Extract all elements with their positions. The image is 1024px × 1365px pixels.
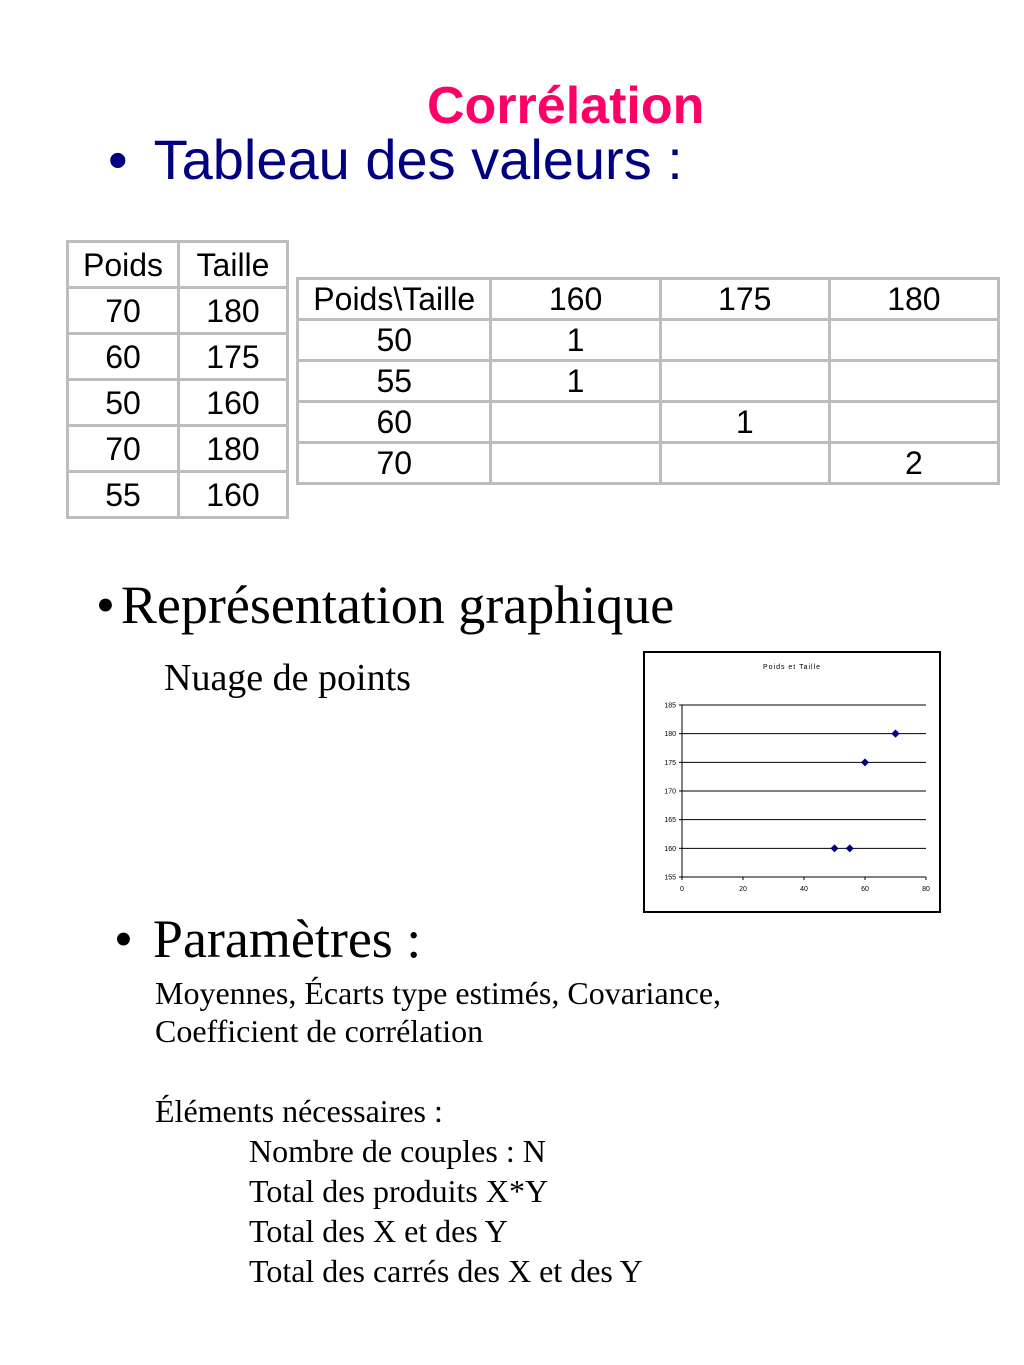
table-header-row: [68, 242, 288, 288]
section-table-heading: [108, 128, 683, 192]
y-tick-label: 175: [664, 759, 676, 767]
scatter-subheading: Nuage de points: [164, 657, 411, 699]
table-cell: [491, 402, 660, 443]
element-item: Nombre de couples : N: [249, 1133, 546, 1169]
table-cell: 60: [298, 402, 491, 443]
table-row: [298, 443, 999, 484]
elements-heading: Éléments nécessaires :: [155, 1093, 443, 1129]
table-cell: 70: [298, 443, 491, 484]
y-tick-label: 170: [664, 788, 676, 796]
section-params-heading: [114, 908, 421, 970]
bullet-marker: •: [114, 909, 133, 969]
x-tick-label: 20: [739, 886, 747, 893]
scatter-chart: [643, 651, 941, 913]
section-table-heading-text: Tableau des valeurs :: [153, 128, 683, 191]
table-header-cell: 175: [660, 279, 829, 320]
table-header-cell: 160: [491, 279, 660, 320]
section-graph-heading-text: Représentation graphique: [120, 575, 675, 635]
x-tick-label: 80: [922, 886, 930, 893]
table-row: [68, 334, 288, 380]
table-cell: [660, 320, 829, 361]
section-params-heading-text: Paramètres :: [152, 909, 422, 969]
table-row: [68, 426, 288, 472]
table-header-cell: Taille: [179, 242, 288, 288]
data-point: [846, 844, 854, 852]
bullet-marker: •: [96, 575, 115, 635]
x-tick-label: 40: [800, 886, 808, 893]
table-cell: 70: [68, 426, 179, 472]
bullet-marker: •: [108, 128, 128, 191]
table-cell: 160: [179, 472, 288, 518]
chart-plot-area: [664, 703, 930, 894]
table-cell: 2: [829, 443, 998, 484]
table-cell: 1: [491, 320, 660, 361]
table-header-row: [298, 279, 999, 320]
table-cell: 55: [68, 472, 179, 518]
values-table: [66, 240, 289, 519]
table-cell: 50: [298, 320, 491, 361]
y-tick-label: 180: [664, 731, 676, 739]
scatter-chart-svg: [645, 653, 939, 911]
table-cell: [660, 361, 829, 402]
element-item: Total des X et des Y: [249, 1213, 508, 1249]
table-row: [68, 472, 288, 518]
table-cell: 175: [179, 334, 288, 380]
table-cell: 180: [179, 288, 288, 334]
data-point: [831, 844, 839, 852]
table-cell: 1: [660, 402, 829, 443]
table-cell: [829, 402, 998, 443]
params-line-2: Coefficient de corrélation: [155, 1013, 484, 1049]
table-cell: [829, 361, 998, 402]
table-cell: 60: [68, 334, 179, 380]
section-graph-heading: [96, 574, 674, 636]
x-tick-label: 0: [680, 886, 684, 893]
table-row: [68, 380, 288, 426]
table-row: [298, 361, 999, 402]
data-point: [892, 730, 900, 738]
x-tick-label: 60: [861, 886, 869, 893]
params-line-1: Moyennes, Écarts type estimés, Covariance,: [155, 975, 722, 1011]
table-cell: 55: [298, 361, 491, 402]
y-tick-label: 160: [664, 845, 676, 853]
table-cell: 70: [68, 288, 179, 334]
element-item: Total des produits X*Y: [249, 1173, 549, 1209]
data-point: [861, 758, 869, 766]
table-cell: [829, 320, 998, 361]
table-cell: 1: [491, 361, 660, 402]
y-tick-label: 155: [664, 874, 676, 882]
table-header-cell: Poids: [68, 242, 179, 288]
table-cell: 160: [179, 380, 288, 426]
table-row: [298, 402, 999, 443]
element-item: Total des carrés des X et des Y: [249, 1253, 643, 1289]
table-header-cell: 180: [829, 279, 998, 320]
chart-title: Poids et Taille: [762, 664, 822, 671]
table-cell: [491, 443, 660, 484]
table-header-cell: Poids\Taille: [298, 279, 491, 320]
table-cell: 50: [68, 380, 179, 426]
table-cell: [660, 443, 829, 484]
contingency-table: [296, 277, 1000, 485]
table-row: [68, 288, 288, 334]
y-tick-label: 165: [664, 817, 676, 825]
table-cell: 180: [179, 426, 288, 472]
y-tick-label: 185: [664, 702, 676, 710]
table-row: [298, 320, 999, 361]
slide-title: Corrélation: [427, 77, 705, 135]
